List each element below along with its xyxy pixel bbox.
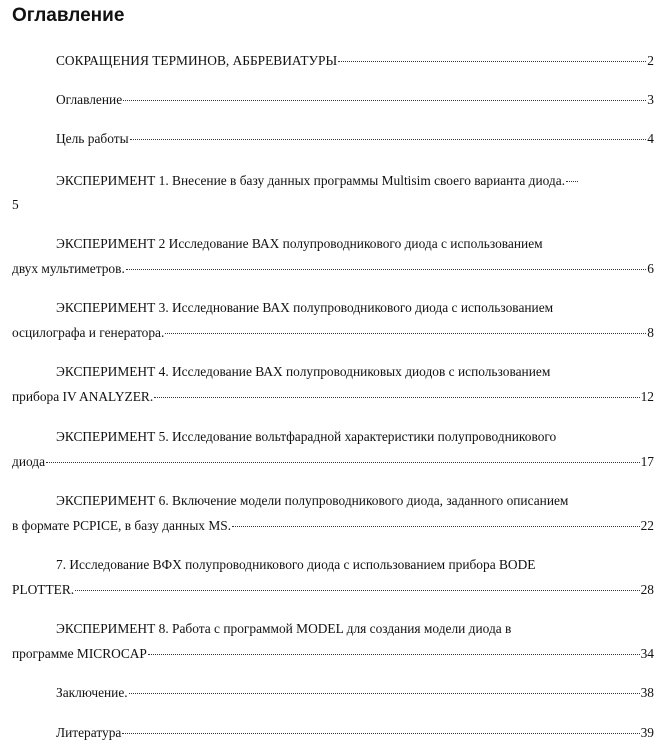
toc-page-number: 22	[640, 518, 654, 533]
leader-dots	[566, 181, 578, 182]
toc-entry-line1[interactable]	[56, 493, 654, 509]
toc-entry-line1[interactable]	[56, 429, 654, 445]
toc-entry-line2[interactable]	[12, 389, 654, 405]
toc-page-number: 39	[640, 725, 654, 740]
toc-entry-line1[interactable]	[56, 364, 654, 380]
toc-page-number: 8	[647, 325, 654, 340]
toc-page-number: 6	[647, 261, 654, 276]
toc-entry-continuation	[12, 197, 19, 213]
toc-page-number: 12	[640, 389, 654, 404]
toc-entry-text: диода	[12, 454, 46, 469]
toc-entry-line2[interactable]	[12, 454, 654, 470]
toc-entry-line1[interactable]	[56, 557, 654, 573]
toc-entry-line2[interactable]	[12, 646, 654, 662]
toc-entry-text: Литература	[56, 725, 122, 740]
toc-entry-line2[interactable]	[12, 325, 654, 341]
leader-dots	[122, 733, 639, 734]
toc-entry-text: в формате PCPICE, в базу данных MS.	[12, 518, 232, 533]
toc-page-number: 4	[647, 131, 654, 146]
toc-entry-text: двух мультиметров.	[12, 261, 125, 276]
leader-dots	[75, 590, 639, 591]
toc-entry-text: Цель работы	[56, 131, 129, 146]
toc-entry[interactable]	[56, 685, 654, 701]
toc-entry-text: ЭКСПЕРИМЕНТ 8. Работа с программой MODEL для создания модели диода в	[56, 621, 512, 636]
toc-entry-text: Оглавление	[56, 92, 123, 107]
toc-entry[interactable]	[56, 173, 654, 189]
toc-entry-line1[interactable]	[56, 621, 654, 637]
toc-entry-line1[interactable]	[56, 300, 654, 316]
toc-entry-text: 7. Исследование ВФХ полупроводникового диода с использованием прибора BODE	[56, 557, 536, 572]
toc-page-number: 28	[640, 582, 654, 597]
toc-entry-line2[interactable]	[12, 518, 654, 534]
toc-entry-text: ЭКСПЕРИМЕНТ 4. Исследование ВАХ полупроводниковых диодов с использованием	[56, 364, 551, 379]
toc-entry[interactable]	[56, 53, 654, 69]
leader-dots	[129, 693, 640, 694]
toc-entry-text: ЭКСПЕРИМЕНТ 1. Внесение в базу данных программы Multisim своего варианта диода.	[56, 173, 566, 188]
toc-entry-line2[interactable]	[12, 261, 654, 277]
toc-entry-text: прибора IV ANALYZER.	[12, 389, 154, 404]
toc-page-number: 17	[640, 454, 654, 469]
toc-page-number: 5	[12, 197, 19, 212]
toc-entry-text: Заключение.	[56, 685, 128, 700]
toc-entry-line1[interactable]	[56, 236, 654, 252]
page-title: Оглавление	[12, 5, 125, 26]
toc-entry[interactable]	[56, 131, 654, 147]
toc-page-number: 34	[640, 646, 654, 661]
leader-dots	[148, 654, 640, 655]
toc-entry[interactable]	[56, 725, 654, 741]
leader-dots	[126, 269, 647, 270]
toc-page-number: 38	[640, 685, 654, 700]
toc-entry-text: программе MICROCAP	[12, 646, 147, 661]
toc-page-number: 3	[647, 92, 654, 107]
leader-dots	[154, 397, 639, 398]
toc-entry-text: осцилографа и генератора.	[12, 325, 165, 340]
toc-entry-text: PLOTTER.	[12, 582, 75, 597]
leader-dots	[338, 61, 646, 62]
toc-entry-text: ЭКСПЕРИМЕНТ 3. Исследнование ВАХ полупроводникового диода с использованием	[56, 300, 554, 315]
leader-dots	[232, 526, 640, 527]
toc-entry-line2[interactable]	[12, 582, 654, 598]
toc-entry-text: ЭКСПЕРИМЕНТ 6. Включение модели полупроводникового диода, заданного описанием	[56, 493, 569, 508]
toc-entry-text: ЭКСПЕРИМЕНТ 2 Исследование ВАХ полупроводникового диода с использованием	[56, 236, 543, 251]
toc-entry-text: СОКРАЩЕНИЯ ТЕРМИНОВ, АББРЕВИАТУРЫ	[56, 53, 338, 68]
toc-entry[interactable]	[56, 92, 654, 108]
leader-dots	[123, 100, 646, 101]
leader-dots	[46, 462, 640, 463]
leader-dots	[130, 139, 647, 140]
toc-page-number: 2	[647, 53, 654, 68]
leader-dots	[165, 333, 646, 334]
toc-entry-text: ЭКСПЕРИМЕНТ 5. Исследование вольтфарадной характеристики полупроводникового	[56, 429, 557, 444]
